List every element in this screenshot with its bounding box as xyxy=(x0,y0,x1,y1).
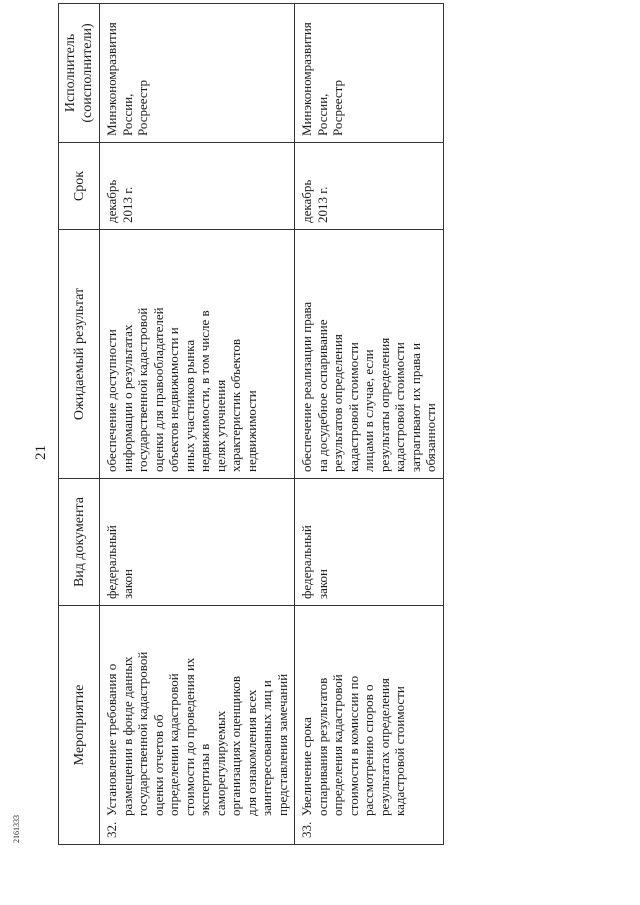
header-doc-type: Вид документа xyxy=(59,479,100,606)
result-line: характеристик объектов xyxy=(228,339,243,472)
activity-line: для ознакомления всех xyxy=(243,689,259,816)
activity-text xyxy=(299,616,408,816)
header-executor: Исполнитель (соисполнители) xyxy=(59,4,100,143)
executor-cell xyxy=(100,4,295,143)
deadline-cell xyxy=(100,143,295,230)
result-line: недвижимости xyxy=(243,390,259,472)
result-line: обеспечение доступности xyxy=(104,329,119,472)
table-row xyxy=(295,4,444,845)
activity-line: саморегулируемых xyxy=(212,710,228,816)
activity-line: определении кадастровой xyxy=(166,673,181,816)
deadline-line: 2013 г. xyxy=(119,186,135,223)
table-body xyxy=(100,4,444,845)
executor-line: России, xyxy=(314,93,330,136)
activity-line: оспаривания результатов xyxy=(314,677,330,816)
activity-line: результатах определения xyxy=(376,678,392,816)
activity-line: стоимости до проведения их xyxy=(181,657,197,816)
doc-type-cell xyxy=(295,479,444,606)
executor-cell xyxy=(295,4,444,143)
result-line: объектов недвижимости и xyxy=(166,327,181,472)
row-number: 33. xyxy=(299,821,314,838)
table-row xyxy=(100,4,295,845)
activity-line: стоимости в комиссии по xyxy=(345,675,361,816)
result-line: иных участников рынка xyxy=(181,339,197,472)
header-deadline: Срок xyxy=(59,143,100,230)
activity-line: государственной кадастровой xyxy=(135,651,150,816)
result-cell xyxy=(100,230,295,479)
result-cell xyxy=(295,230,444,479)
result-line: лицами в случае, если xyxy=(361,349,376,472)
result-line: недвижимости, в том числе в xyxy=(197,310,212,472)
activity-line: определения кадастровой xyxy=(330,674,345,816)
deadline-cell xyxy=(295,143,444,230)
side-code xyxy=(10,785,30,905)
activity-text xyxy=(104,616,290,816)
result-line: целях уточнения xyxy=(212,379,228,472)
activity-line: размещении в фонде данных xyxy=(119,656,135,816)
activity-line: организациях оценщиков xyxy=(228,675,243,816)
doc-type-line: федеральный xyxy=(104,525,119,599)
result-line: государственной кадастровой xyxy=(135,307,150,472)
result-line: кадастровой стоимости xyxy=(345,342,361,472)
deadline-line: 2013 г. xyxy=(314,186,330,223)
executor-line: России, xyxy=(119,93,135,136)
executor-line: Минэкономразвития xyxy=(299,22,314,136)
doc-type-line: закон xyxy=(119,568,135,599)
executor-line: Росреестр xyxy=(135,80,150,136)
activity-cell xyxy=(295,606,444,845)
activity-line: оценки отчетов об xyxy=(150,714,166,816)
activities-table xyxy=(58,3,444,845)
executor-line: Росреестр xyxy=(330,80,345,136)
result-line: кадастровой стоимости xyxy=(392,342,407,472)
activity-line: кадастровой стоимости xyxy=(392,686,407,816)
deadline-line: декабрь xyxy=(299,179,314,223)
activity-line: Установление требования о xyxy=(104,663,119,816)
header-result: Ожидаемый результат xyxy=(59,230,100,479)
page-number: 21 xyxy=(33,445,49,460)
result-line: оценки для правообладателей xyxy=(150,307,166,472)
deadline-line: декабрь xyxy=(104,179,119,223)
table-header-row xyxy=(59,4,100,845)
row-number: 32. xyxy=(104,821,119,838)
side-code-text: 2161333 xyxy=(12,815,21,843)
activity-line: рассмотрению споров о xyxy=(361,684,376,816)
doc-type-line: федеральный xyxy=(299,525,314,599)
activity-line: Увеличение срока xyxy=(299,717,314,816)
result-line: результаты определения xyxy=(376,337,392,472)
header-activity: Мероприятие xyxy=(59,606,100,845)
result-line: на досудебное оспаривание xyxy=(314,319,330,472)
activity-line: заинтересованных лиц и xyxy=(259,680,274,816)
activity-line: представления замечаний xyxy=(274,673,290,816)
executor-line: Минэкономразвития xyxy=(104,22,119,136)
activity-cell xyxy=(100,606,295,845)
result-line: результатов определения xyxy=(330,334,345,472)
result-line: информации о результатах xyxy=(119,324,135,472)
result-line: обязанности xyxy=(423,403,438,472)
doc-type-line: закон xyxy=(314,568,330,599)
doc-type-cell xyxy=(100,479,295,606)
activity-line: экспертизы в xyxy=(197,743,212,816)
result-line: затрагивают их права и xyxy=(407,342,423,472)
result-line: обеспечение реализации права xyxy=(299,301,314,472)
